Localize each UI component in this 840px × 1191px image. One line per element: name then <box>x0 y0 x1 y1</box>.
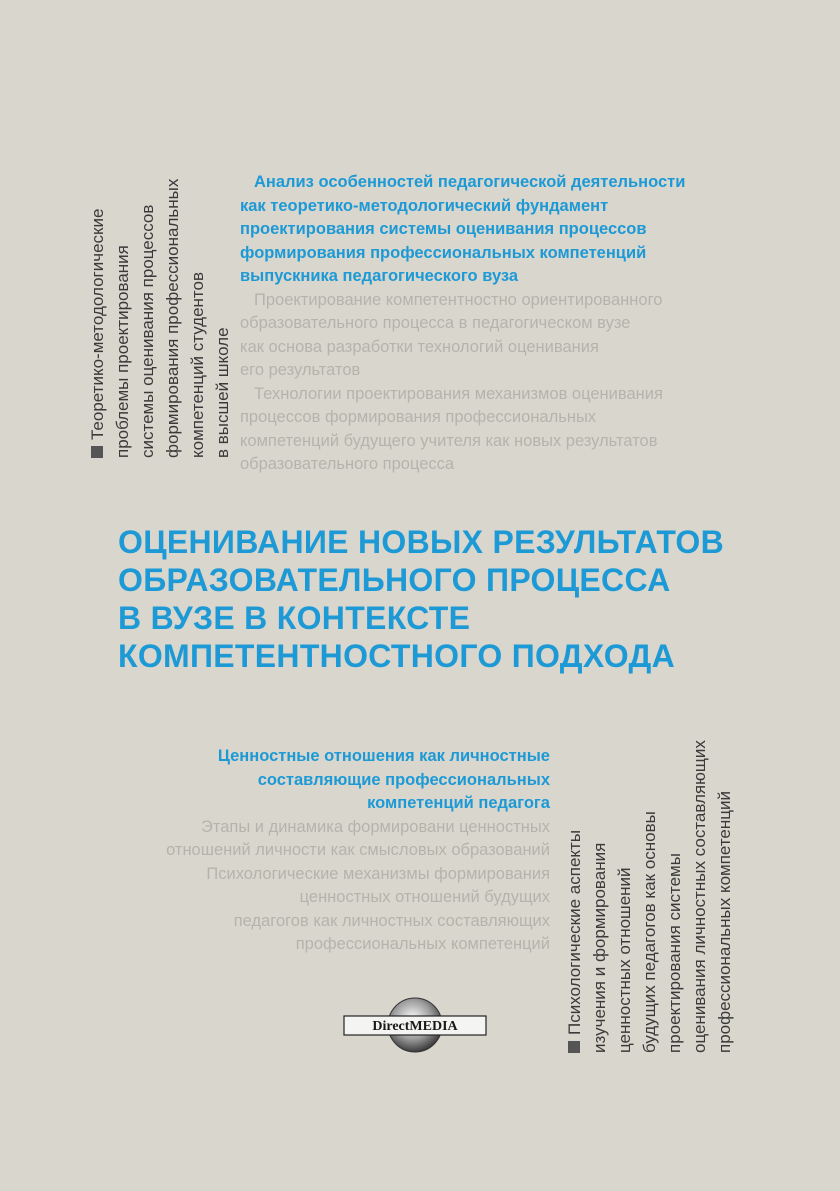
bottom-grey-line-5: педагогов как личностных составляющих <box>233 911 550 930</box>
bottom-grey-line-1: Этапы и динамика формировани ценностных <box>200 817 550 836</box>
bottom-text-block <box>166 745 550 957</box>
right-vertical-section <box>562 740 737 1053</box>
book-title <box>118 523 724 675</box>
top-blue-line-1: Анализ особенностей педагогической деятельности <box>254 173 686 191</box>
left-vertical-line-2: проблемы проектирования <box>113 245 132 458</box>
right-vertical-line-2: изучения и формирования <box>590 842 609 1053</box>
bottom-blue-line-1: Ценностные отношения как личностные <box>217 747 550 765</box>
bottom-grey-line-6: профессиональных компетенций <box>295 935 550 953</box>
top-text-block <box>240 171 685 477</box>
left-vertical-section <box>85 179 235 458</box>
book-title-line-3: В ВУЗЕ В КОНТЕКСТЕ <box>118 600 471 636</box>
book-title-line-4: КОМПЕТЕНТНОСТНОГО ПОДХОДА <box>118 638 675 674</box>
book-title-line-2: ОБРАЗОВАТЕЛЬНОГО ПРОЦЕССА <box>118 562 671 598</box>
bottom-blue-line-3: компетенций педагога <box>367 794 550 812</box>
right-vertical-line-4: будущих педагогов как основы <box>640 811 659 1053</box>
publisher-logo <box>342 996 488 1054</box>
right-vertical-line-6: оценивания личностных составляющих <box>690 740 709 1053</box>
top-blue-line-4: формирования профессиональных компетенций <box>240 243 647 262</box>
top-blue-line-3: проектирования системы оценивания процессов <box>240 220 647 238</box>
bottom-blue-line-2: составляющие профессиональных <box>257 770 550 789</box>
publisher-name: DirectMEDIA <box>372 1019 458 1034</box>
left-vertical-line-1: Теоретико-методологические <box>85 179 110 458</box>
top-grey-line-3: как основа разработки технологий оценивания <box>240 337 599 356</box>
top-blue-line-2: как теоретико-методологический фундамент <box>240 196 609 215</box>
book-title-line-1: ОЦЕНИВАНИЕ НОВЫХ РЕЗУЛЬТАТОВ <box>118 524 724 560</box>
left-vertical-line-3: системы оценивания процессов <box>138 204 157 458</box>
right-vertical-line-7: профессиональных компетенций <box>715 791 734 1053</box>
bottom-grey-line-3: Психологические механизмы формирования <box>206 864 550 883</box>
top-grey-line-6: процессов формирования профессиональных <box>240 408 597 426</box>
right-vertical-line-3: ценностных отношений <box>615 867 634 1053</box>
left-vertical-line-5: компетенций студентов <box>188 271 207 458</box>
square-bullet-icon <box>568 1041 580 1053</box>
top-grey-line-4: его результатов <box>240 361 361 379</box>
square-bullet-icon <box>91 446 103 458</box>
publisher-logo-graphic <box>342 996 488 1054</box>
left-vertical-line-6: в высшей школе <box>213 327 232 458</box>
top-grey-line-2: образовательного процесса в педагогическом вузе <box>240 314 631 332</box>
left-vertical-line-4: формирования профессиональных <box>163 178 182 458</box>
bottom-grey-line-2: отношений личности как смысловых образований <box>166 841 550 859</box>
bottom-grey-line-4: ценностных отношений будущих <box>299 888 550 906</box>
top-grey-line-8: образовательного процесса <box>240 455 455 473</box>
right-vertical-line-1: Психологические аспекты <box>562 740 587 1053</box>
right-vertical-line-5: проектирования системы <box>665 853 684 1053</box>
top-grey-line-5: Технологии проектирования механизмов оценивания <box>254 384 663 403</box>
top-blue-line-5: выпускника педагогического вуза <box>240 267 519 285</box>
top-grey-line-1: Проектирование компетентностно ориентированного <box>254 290 663 309</box>
top-grey-line-7: компетенций будущего учителя как новых результатов <box>240 431 658 450</box>
